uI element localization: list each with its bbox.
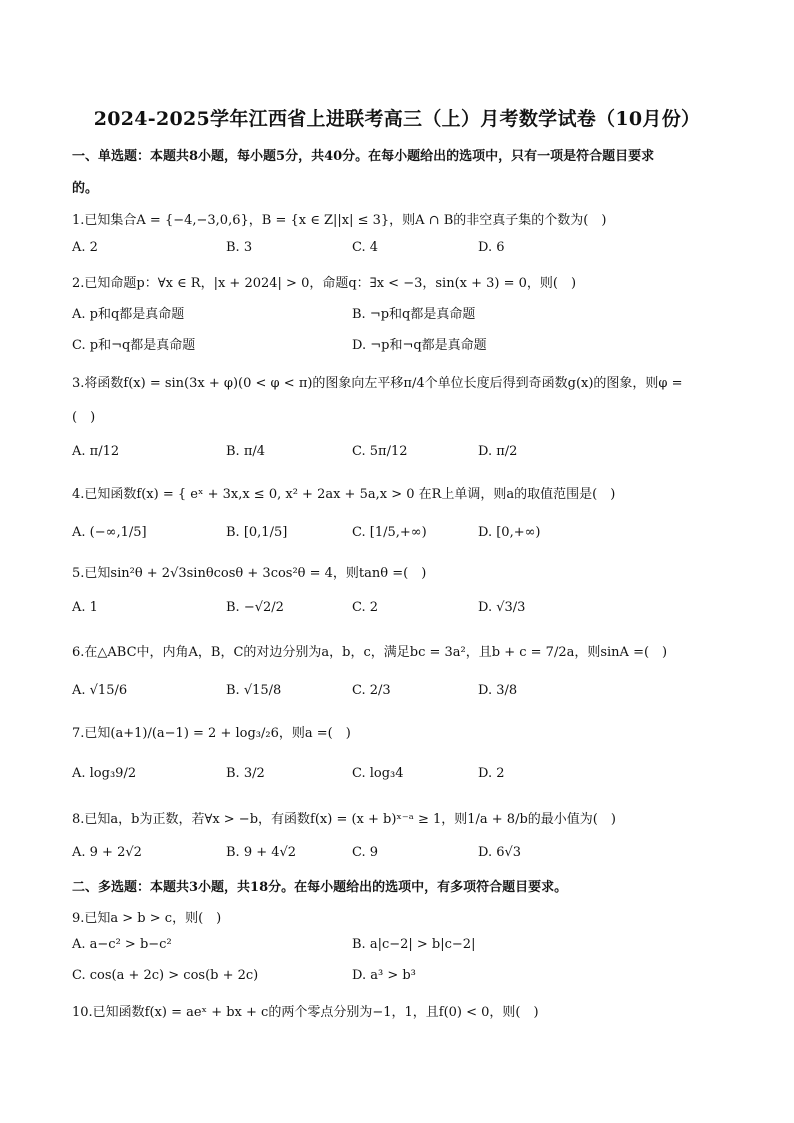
question-5-option-a: A. 1 — [72, 600, 98, 615]
question-8-option-d: D. 6√3 — [478, 845, 522, 860]
question-3-option-d: D. π/2 — [478, 444, 518, 459]
question-8-option-c: C. 9 — [352, 845, 379, 860]
question-6-option-a: A. √15/6 — [72, 683, 128, 698]
question-6-option-d: D. 3/8 — [478, 683, 518, 698]
question-9-stem: 9.已知a > b > c，则( ) — [72, 911, 222, 926]
question-4-stem: 4.已知函数f(x) = { eˣ + 3x,x ≤ 0, x² + 2ax + 5a,x > 0 在R上单调，则a的取值范围是( ) — [72, 487, 616, 502]
question-9-option-a: A. a−c² > b−c² — [72, 937, 172, 952]
question-8-option-b: B. 9 + 4√2 — [226, 845, 297, 860]
question-1-option-c: C. 4 — [352, 240, 379, 255]
question-2-option-b: B. ¬p和q都是真命题 — [352, 307, 476, 322]
question-7-option-b: B. 3/2 — [226, 766, 265, 781]
question-1-option-b: B. 3 — [226, 240, 253, 255]
page-title: 2024-2025学年江西省上进联考高三（上）月考数学试卷（10月份） — [93, 108, 701, 130]
question-7-option-d: D. 2 — [478, 766, 505, 781]
question-2-option-c: C. p和¬q都是真命题 — [72, 338, 196, 353]
question-2-stem: 2.已知命题p：∀x ∈ R，|x + 2024| > 0，命题q：∃x < −3，sin(x + 3) = 0，则( ) — [72, 276, 577, 291]
section-1-header: 一、单选题：本题共8小题，每小题5分，共40分。在每小题给出的选项中，只有一项是符合题目要求 — [72, 149, 655, 164]
question-3-option-b: B. π/4 — [226, 444, 266, 459]
question-8-option-a: A. 9 + 2√2 — [72, 845, 142, 860]
question-5-stem: 5.已知sin²θ + 2√3sinθcosθ + 3cos²θ = 4，则tanθ =( ) — [72, 566, 427, 581]
question-7-stem: 7.已知(a+1)/(a−1) = 2 + log₃/₂6，则a =( ) — [72, 726, 351, 741]
question-9-option-c: C. cos(a + 2c) > cos(b + 2c) — [72, 968, 259, 983]
question-1-option-d: D. 6 — [478, 240, 505, 255]
question-1-option-a: A. 2 — [72, 240, 98, 255]
question-9-option-b: B. a|c−2| > b|c−2| — [352, 937, 476, 952]
question-3-stem: 3.将函数f(x) = sin(3x + φ)(0 < φ < π)的图象向左平移π/4个单位长度后得到奇函数g(x)的图象，则φ = — [72, 376, 683, 391]
question-3-option-a: A. π/12 — [72, 444, 120, 459]
question-2-option-d: D. ¬p和¬q都是真命题 — [352, 338, 487, 353]
question-3-stem-cont: ( ) — [72, 410, 96, 425]
question-4-option-d: D. [0,+∞) — [478, 525, 541, 540]
question-5-option-b: B. −√2/2 — [226, 600, 284, 615]
question-4-option-a: A. (−∞,1/5] — [72, 525, 147, 540]
question-6-stem: 6.在△ABC中，内角A，B，C的对边分别为a，b，c，满足bc = 3a²，且b + c = 7/2a，则sinA =( ) — [72, 645, 668, 660]
question-5-option-c: C. 2 — [352, 600, 379, 615]
question-8-stem: 8.已知a，b为正数，若∀x > −b，有函数f(x) = (x + b)ˣ⁻ᵃ ≥ 1，则1/a + 8/b的最小值为( ) — [72, 812, 616, 827]
question-2-option-a: A. p和q都是真命题 — [72, 307, 185, 322]
question-3-option-c: C. 5π/12 — [352, 444, 408, 459]
question-6-option-c: C. 2/3 — [352, 683, 391, 698]
question-4-option-c: C. [1/5,+∞) — [352, 525, 427, 540]
question-5-option-d: D. √3/3 — [478, 600, 526, 615]
question-4-option-b: B. [0,1/5] — [226, 525, 288, 540]
question-7-option-c: C. log₃4 — [352, 766, 404, 781]
question-6-option-b: B. √15/8 — [226, 683, 282, 698]
question-7-option-a: A. log₃9/2 — [72, 766, 137, 781]
section-1-header-cont: 的。 — [72, 181, 99, 196]
question-10-stem: 10.已知函数f(x) = aeˣ + bx + c的两个零点分别为−1，1，且f(0) < 0，则( ) — [72, 1005, 539, 1020]
section-2-header: 二、多选题：本题共3小题，共18分。在每小题给出的选项中，有多项符合题目要求。 — [72, 880, 568, 895]
question-1-stem: 1.已知集合A = {−4,−3,0,6}，B = {x ∈ Z||x| ≤ 3}，则A ∩ B的非空真子集的个数为( ) — [72, 213, 607, 228]
question-9-option-d: D. a³ > b³ — [352, 968, 416, 983]
